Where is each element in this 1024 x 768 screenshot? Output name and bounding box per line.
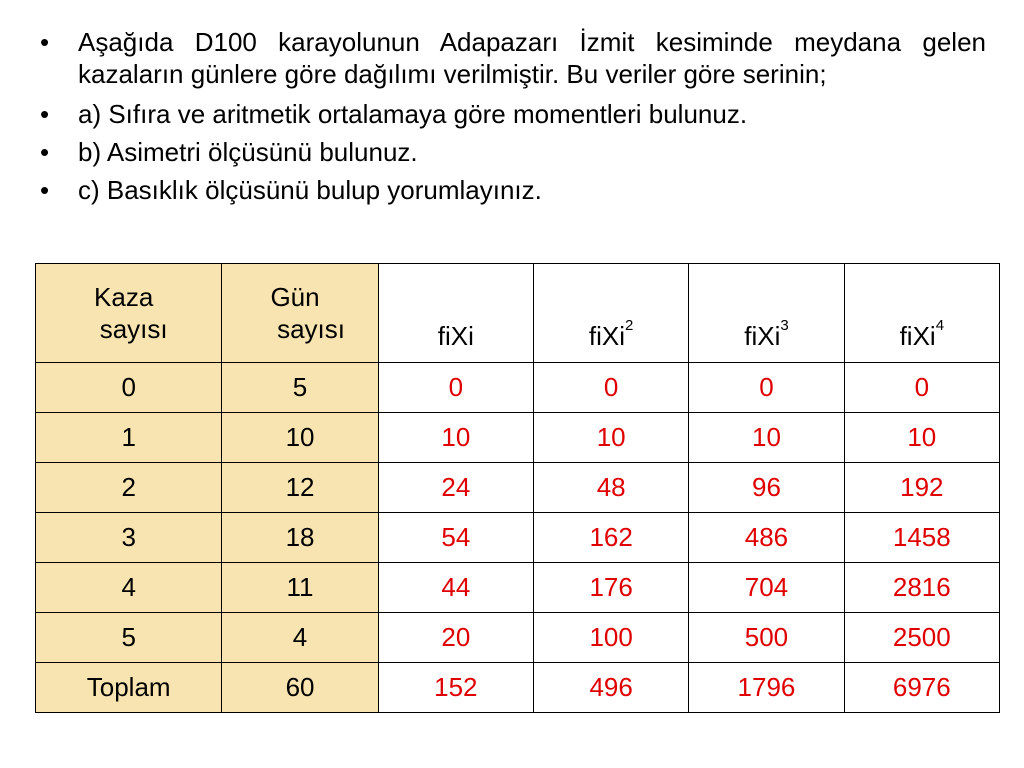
cell-fixi3: 500 [689, 613, 844, 663]
table-row [36, 513, 1000, 563]
cell-total-fixi: 152 [378, 663, 533, 713]
cell-fixi4: 10 [844, 413, 999, 463]
cell-kaza: 2 [36, 463, 222, 513]
cell-gun: 10 [222, 413, 378, 463]
cell-fixi4: 2500 [844, 613, 999, 663]
cell-fixi4: 1458 [844, 513, 999, 563]
header-fixi4-exponent: 4 [935, 317, 945, 334]
cell-fixi3: 0 [689, 363, 844, 413]
cell-fixi: 44 [378, 563, 533, 613]
bullet-dot: • [40, 175, 50, 205]
bullet-text: a) Sıfıra ve aritmetik ortalamaya göre momentleri bulunuz. [78, 99, 748, 129]
cell-kaza: 3 [36, 513, 222, 563]
header-gun-line1: Gün [270, 282, 320, 312]
table-row [36, 413, 1000, 463]
header-fixi-text: fiXi [437, 321, 474, 351]
header-kaza-sayisi [36, 264, 222, 363]
bullet-item-c [38, 174, 986, 206]
cell-fixi2: 10 [534, 413, 689, 463]
cell-fixi: 24 [378, 463, 533, 513]
cell-fixi: 0 [378, 363, 533, 413]
cell-gun: 11 [222, 563, 378, 613]
cell-kaza: 5 [36, 613, 222, 663]
cell-fixi3: 10 [689, 413, 844, 463]
cell-fixi4: 2816 [844, 563, 999, 613]
cell-fixi3: 486 [689, 513, 844, 563]
cell-total-fixi2: 496 [534, 663, 689, 713]
table-row [36, 563, 1000, 613]
cell-kaza: 1 [36, 413, 222, 463]
problem-bullet-list [38, 26, 986, 212]
table-total-row [36, 663, 1000, 713]
header-fixi3 [689, 264, 844, 363]
cell-fixi: 10 [378, 413, 533, 463]
bullet-text: Aşağıda D100 karayolunun Adapazarı İzmit kesiminde meydana gelen kazaların günlere göre dağılımı verilmiştir. Bu veriler göre serinin; [78, 27, 986, 89]
bullet-text: b) Asimetri ölçüsünü bulunuz. [78, 137, 418, 167]
header-kaza-line1: Kaza [94, 282, 154, 312]
accident-frequency-table [35, 263, 1000, 713]
header-fixi4-base: fiXi [899, 321, 936, 351]
bullet-dot: • [40, 99, 50, 129]
header-fixi [378, 264, 533, 363]
header-fixi2 [534, 264, 689, 363]
header-fixi3-exponent: 3 [780, 317, 789, 334]
cell-total-gun: 60 [222, 663, 378, 713]
cell-fixi: 54 [378, 513, 533, 563]
header-gun-line2: sayısı [277, 314, 345, 344]
header-fixi4 [844, 264, 999, 363]
cell-fixi3: 96 [689, 463, 844, 513]
header-kaza-line2: sayısı [99, 314, 168, 344]
bullet-dot: • [40, 27, 50, 57]
cell-fixi2: 176 [534, 563, 689, 613]
table-row [36, 613, 1000, 663]
bullet-dot: • [40, 137, 50, 167]
table-header-row [36, 264, 1000, 363]
cell-gun: 4 [222, 613, 378, 663]
bullet-item-b [38, 136, 986, 168]
header-fixi3-base: fiXi [744, 321, 781, 351]
cell-kaza: 0 [36, 363, 222, 413]
cell-fixi2: 0 [534, 363, 689, 413]
cell-kaza: 4 [36, 563, 222, 613]
cell-total-fixi4: 6976 [844, 663, 999, 713]
cell-fixi: 20 [378, 613, 533, 663]
cell-fixi2: 48 [534, 463, 689, 513]
cell-fixi4: 0 [844, 363, 999, 413]
cell-gun: 5 [222, 363, 378, 413]
table-row [36, 363, 1000, 413]
cell-fixi4: 192 [844, 463, 999, 513]
bullet-item-intro [38, 26, 986, 90]
header-gun-sayisi [222, 264, 378, 363]
cell-fixi2: 100 [534, 613, 689, 663]
cell-gun: 12 [222, 463, 378, 513]
cell-total-label: Toplam [36, 663, 222, 713]
cell-total-fixi3: 1796 [689, 663, 844, 713]
header-fixi2-exponent: 2 [625, 317, 634, 334]
bullet-text: c) Basıklık ölçüsünü bulup yorumlayınız. [78, 175, 542, 205]
table-row [36, 463, 1000, 513]
cell-fixi2: 162 [534, 513, 689, 563]
bullet-item-a [38, 98, 986, 130]
header-fixi2-base: fiXi [588, 321, 626, 351]
cell-gun: 18 [222, 513, 378, 563]
cell-fixi3: 704 [689, 563, 844, 613]
